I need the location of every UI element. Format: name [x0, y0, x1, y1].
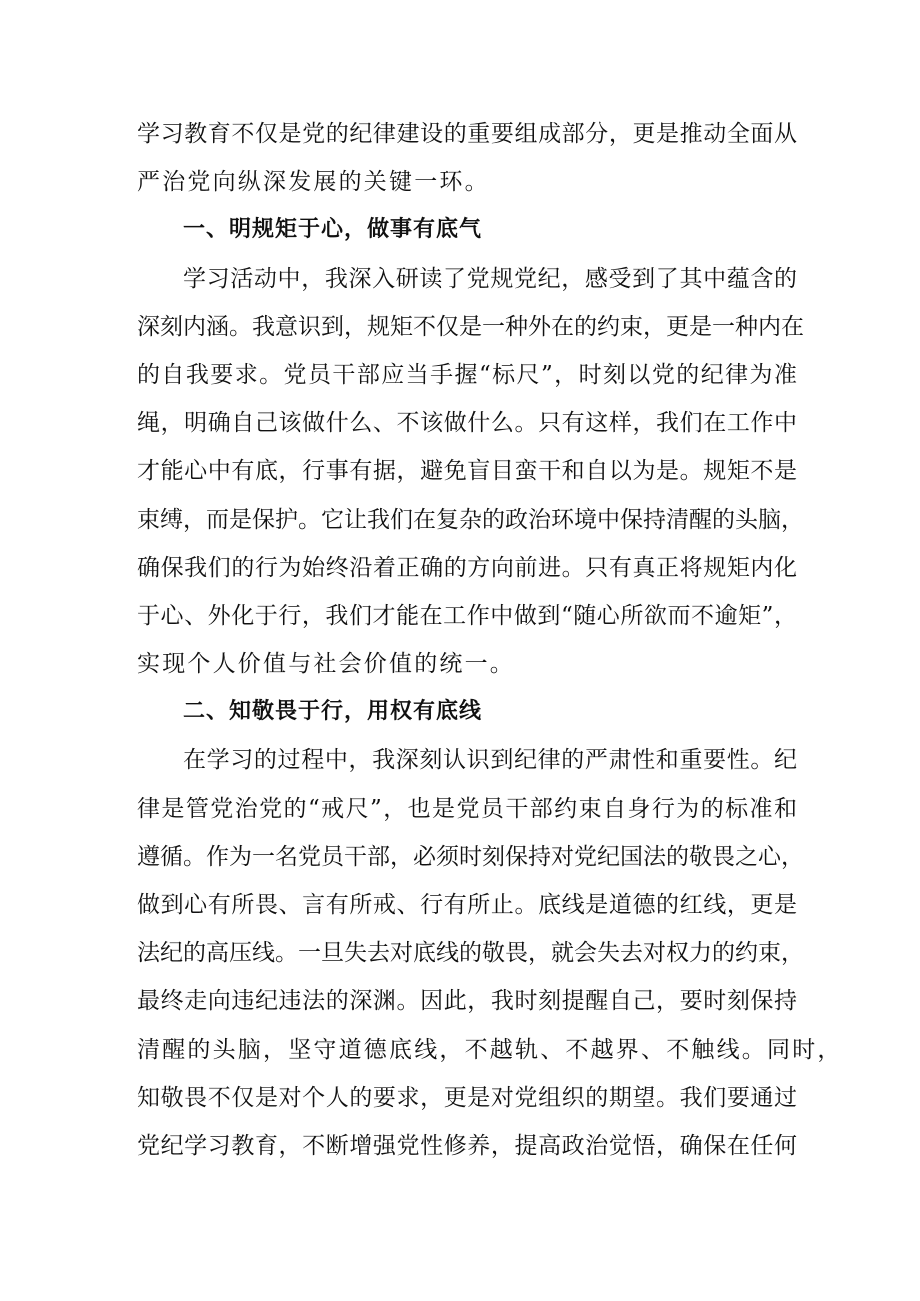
body-line: 学习教育不仅是党的纪律建设的重要组成部分，更是推动全面从 — [137, 121, 797, 147]
body-line: 深刻内涵。我意识到，规矩不仅是一种外在的约束，更是一种内在 — [137, 313, 804, 340]
section-heading-2: 二、知敬畏于行，用权有底线 — [183, 699, 483, 725]
body-line: 实现个人价值与社会价值的统一。 — [137, 651, 515, 678]
body-line: 才能心中有底，行事有据，避免盲目蛮干和自以为是。规矩不是 — [137, 458, 797, 485]
body-line: 知敬畏不仅是对个人的要求，更是对党组织的期望。我们要通过 — [137, 1084, 797, 1111]
body-line: 在学习的过程中，我深刻认识到纪律的严肃性和重要性。纪 — [183, 747, 797, 774]
body-line: 法纪的高压线。一旦失去对底线的敬畏，就会失去对权力的约束， — [137, 940, 804, 967]
body-line: 党纪学习教育，不断增强党性修养，提高政治觉悟，确保在任何 — [137, 1132, 797, 1159]
body-line: 律是管党治党的“戒尺”，也是党员干部约束自身行为的标准和 — [137, 795, 797, 822]
body-line: 做到心有所畏、言有所戒、行有所止。底线是道德的红线，更是 — [137, 892, 797, 918]
body-line: 于心、外化于行，我们才能在工作中做到“随心所欲而不逾矩”， — [137, 602, 797, 629]
body-line: 的自我要求。党员干部应当手握“标尺”，时刻以党的纪律为准 — [137, 361, 797, 388]
body-line: 确保我们的行为始终沿着正确的方向前进。只有真正将规矩内化 — [137, 554, 797, 581]
document-body — [137, 110, 843, 1170]
body-line: 最终走向违纪违法的深渊。因此，我时刻提醒自己，要时刻保持 — [137, 988, 797, 1015]
section-heading-1: 一、明规矩于心，做事有底气 — [183, 217, 483, 243]
body-line: 清醒的头脑，坚守道德底线，不越轨、不越界、不触线。同时， — [137, 1036, 843, 1063]
body-line: 学习活动中，我深入研读了党规党纪，感受到了其中蕴含的 — [183, 265, 797, 292]
body-line: 束缚，而是保护。它让我们在复杂的政治环境中保持清醒的头脑， — [137, 506, 804, 533]
body-line: 绳，明确自己该做什么、不该做什么。只有这样，我们在工作中 — [137, 410, 797, 437]
body-line: 严治党向纵深发展的关键一环。 — [137, 169, 490, 196]
body-line: 遵循。作为一名党员干部，必须时刻保持对党纪国法的敬畏之心， — [137, 843, 804, 870]
